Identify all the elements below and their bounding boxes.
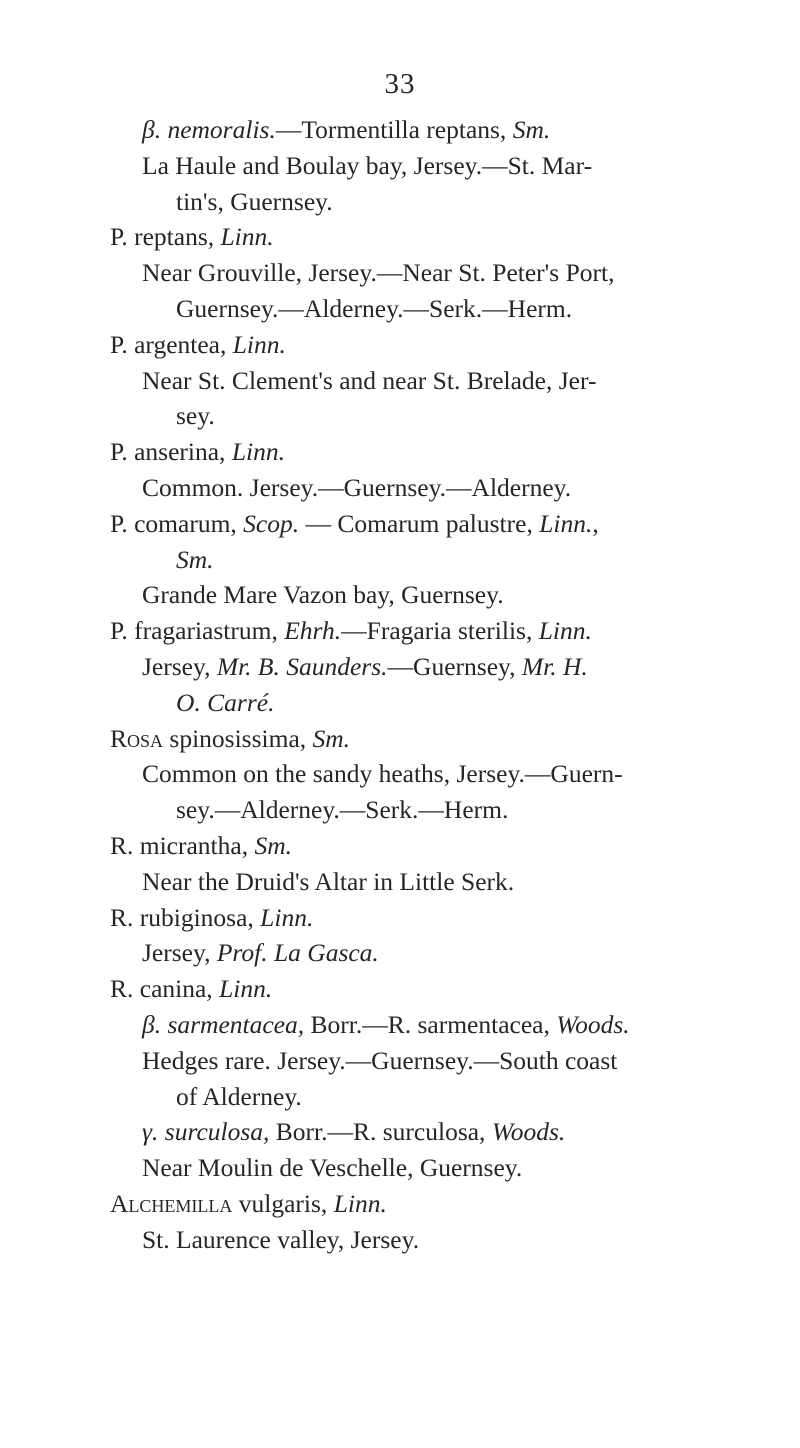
text-segment: Near Moulin de Veschelle, Guernsey. bbox=[142, 1153, 523, 1183]
text-segment: R. rubiginosa, bbox=[110, 902, 261, 932]
italic-text: Sm. bbox=[254, 830, 293, 860]
text-segment: P. argentea, bbox=[110, 329, 233, 359]
text-line bbox=[110, 112, 750, 148]
text-line bbox=[110, 184, 750, 220]
page-text bbox=[110, 112, 750, 1258]
text-line bbox=[110, 219, 750, 255]
text-line bbox=[110, 613, 750, 649]
text-segment: — Comarum palustre, bbox=[299, 508, 540, 538]
text-segment: , bbox=[592, 508, 599, 538]
text-line bbox=[110, 255, 750, 291]
text-segment: spinosissima, bbox=[163, 723, 313, 753]
italic-text: Prof. La Gasca. bbox=[216, 938, 379, 968]
italic-text: Linn. bbox=[220, 222, 274, 252]
italic-text: Linn. bbox=[539, 508, 593, 538]
italic-text: β. bbox=[142, 115, 168, 144]
text-line bbox=[110, 900, 750, 936]
text-segment: P. anserina, bbox=[110, 437, 232, 467]
page-number: 33 bbox=[384, 68, 416, 100]
text-segment: Jersey, bbox=[142, 938, 217, 968]
text-line bbox=[110, 398, 750, 434]
text-segment: tin's, Guernsey. bbox=[176, 186, 333, 216]
italic-text: Linn. bbox=[260, 902, 314, 932]
italic-text: Linn. bbox=[538, 616, 592, 646]
text-line bbox=[110, 649, 750, 685]
text-segment: P. fragariastrum, bbox=[110, 616, 285, 646]
text-line bbox=[110, 1150, 750, 1186]
text-segment: R. canina, bbox=[110, 974, 220, 1004]
text-segment: Borr.—R. surculosa, bbox=[269, 1117, 492, 1147]
text-line bbox=[110, 577, 750, 613]
italic-text: O. Carré. bbox=[176, 687, 275, 717]
text-line bbox=[110, 864, 750, 900]
text-line bbox=[110, 756, 750, 792]
text-segment: Borr.—R. sarmentacea, bbox=[304, 1009, 557, 1039]
text-segment: —Tormentilla reptans, bbox=[275, 115, 513, 144]
text-segment: P. reptans, bbox=[110, 222, 221, 252]
italic-text: Woods. bbox=[491, 1117, 566, 1147]
italic-text: Linn. bbox=[231, 437, 285, 467]
text-line bbox=[110, 434, 750, 470]
text-line bbox=[110, 1186, 750, 1222]
text-line bbox=[110, 971, 750, 1007]
text-line bbox=[110, 506, 750, 542]
italic-text: Sm. bbox=[512, 115, 551, 144]
text-segment: Near St. Clement's and near St. Brelade, Jer- bbox=[142, 365, 597, 395]
text-line bbox=[110, 1043, 750, 1079]
text-line bbox=[110, 935, 750, 971]
text-segment: sey. bbox=[176, 401, 215, 431]
text-segment: sey.—Alderney.—Serk.—Herm. bbox=[176, 795, 509, 825]
text-line bbox=[110, 792, 750, 828]
text-segment: P. comarum, bbox=[110, 508, 244, 538]
text-segment: Grande Mare Vazon bay, Guernsey. bbox=[142, 580, 504, 610]
text-line bbox=[110, 327, 750, 363]
text-line bbox=[110, 363, 750, 399]
genus-name: Alchemilla bbox=[110, 1188, 233, 1218]
italic-text: Sm. bbox=[176, 544, 214, 574]
italic-text: γ. surculosa, bbox=[142, 1117, 270, 1147]
text-segment: Common. Jersey.—Guernsey.—Alderney. bbox=[142, 472, 572, 502]
text-segment: R. micrantha, bbox=[110, 830, 255, 860]
italic-text: Sm. bbox=[312, 723, 351, 753]
italic-text: Mr. B. Saunders. bbox=[216, 651, 388, 681]
italic-text: Mr. H. bbox=[521, 651, 588, 681]
italic-text: Linn. bbox=[232, 329, 286, 359]
text-segment: —Fragaria sterilis, bbox=[341, 616, 539, 646]
italic-text: nemoralis. bbox=[167, 115, 276, 144]
italic-text: Linn. bbox=[333, 1188, 387, 1218]
text-line bbox=[110, 1007, 750, 1043]
text-segment: of Alderney. bbox=[176, 1081, 302, 1111]
italic-text: β. sarmentacea, bbox=[142, 1009, 305, 1039]
italic-text: Scop. bbox=[243, 508, 300, 538]
text-line bbox=[110, 470, 750, 506]
text-segment: La Haule and Boulay bay, Jersey.—St. Mar- bbox=[142, 150, 593, 180]
text-line bbox=[110, 828, 750, 864]
text-line bbox=[110, 1114, 750, 1150]
text-segment: Near the Druid's Altar in Little Serk. bbox=[142, 866, 515, 896]
text-line bbox=[110, 685, 750, 721]
italic-text: Ehrh. bbox=[284, 616, 342, 646]
italic-text: Woods. bbox=[556, 1009, 630, 1039]
text-segment: Hedges rare. Jersey.—Guernsey.—South coast bbox=[142, 1045, 618, 1075]
text-line bbox=[110, 1222, 750, 1258]
text-line bbox=[110, 721, 750, 757]
text-segment: St. Laurence valley, Jersey. bbox=[142, 1224, 420, 1254]
text-segment: —Guernsey, bbox=[387, 651, 522, 681]
text-segment: vulgaris, bbox=[232, 1188, 334, 1218]
genus-name: Rosa bbox=[110, 723, 164, 753]
text-segment: Guernsey.—Alderney.—Serk.—Herm. bbox=[176, 293, 573, 323]
text-segment: Jersey, bbox=[142, 651, 217, 681]
italic-text: Linn. bbox=[219, 974, 273, 1004]
text-segment: Common on the sandy heaths, Jersey.—Guern- bbox=[142, 759, 623, 789]
text-line bbox=[110, 1079, 750, 1115]
text-line bbox=[110, 291, 750, 327]
text-line bbox=[110, 148, 750, 184]
text-segment: Near Grouville, Jersey.—Near St. Peter's Port, bbox=[142, 258, 615, 288]
text-line bbox=[110, 542, 750, 578]
